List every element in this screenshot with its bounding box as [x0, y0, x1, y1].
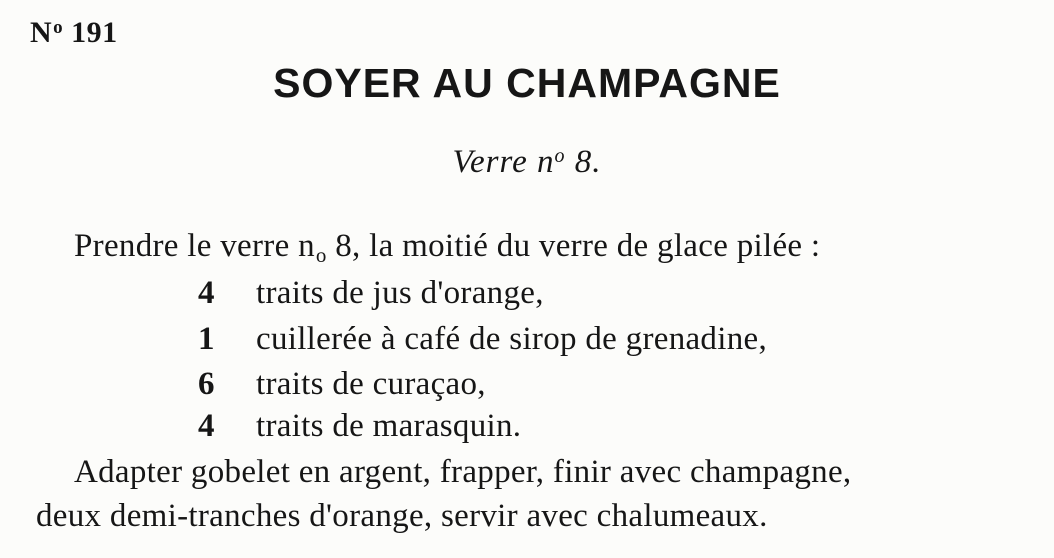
ingredient-quantity: 4 [198, 408, 215, 444]
intro-line [74, 228, 820, 268]
number-value: 191 [71, 16, 118, 49]
intro-subscript: o [315, 243, 327, 267]
number-label: N [30, 16, 53, 49]
glass-text: Verre n [452, 144, 555, 180]
intro-after: 8, la moitié du verre de glace pilée : [326, 228, 821, 264]
glass-number: 8. [565, 144, 602, 180]
glass-superscript: o [554, 145, 566, 167]
method-line-2: deux demi-tranches d'orange, servir avec chalumeaux. [36, 498, 768, 534]
ingredient-line [198, 366, 486, 403]
ingredient-line [198, 321, 767, 358]
ingredient-text: traits de marasquin. [256, 408, 522, 444]
intro-before: Prendre le verre n [74, 228, 315, 264]
method-line-1: Adapter gobelet en argent, frapper, finir avec champagne, [74, 454, 852, 490]
ingredient-line [198, 408, 521, 445]
ingredient-text: traits de jus d'orange, [256, 275, 544, 311]
glass-line [0, 144, 1054, 181]
ingredient-line [198, 275, 544, 312]
ingredient-quantity: 6 [198, 366, 215, 402]
ingredient-quantity: 1 [198, 321, 215, 357]
ingredient-quantity: 4 [198, 275, 215, 311]
number-label-superscript: o [53, 17, 64, 38]
recipe-number [30, 16, 118, 50]
ingredient-text: cuillerée à café de sirop de grenadine, [256, 321, 768, 357]
recipe-title: SOYER AU CHAMPAGNE [273, 60, 781, 106]
ingredient-text: traits de curaçao, [256, 366, 486, 402]
